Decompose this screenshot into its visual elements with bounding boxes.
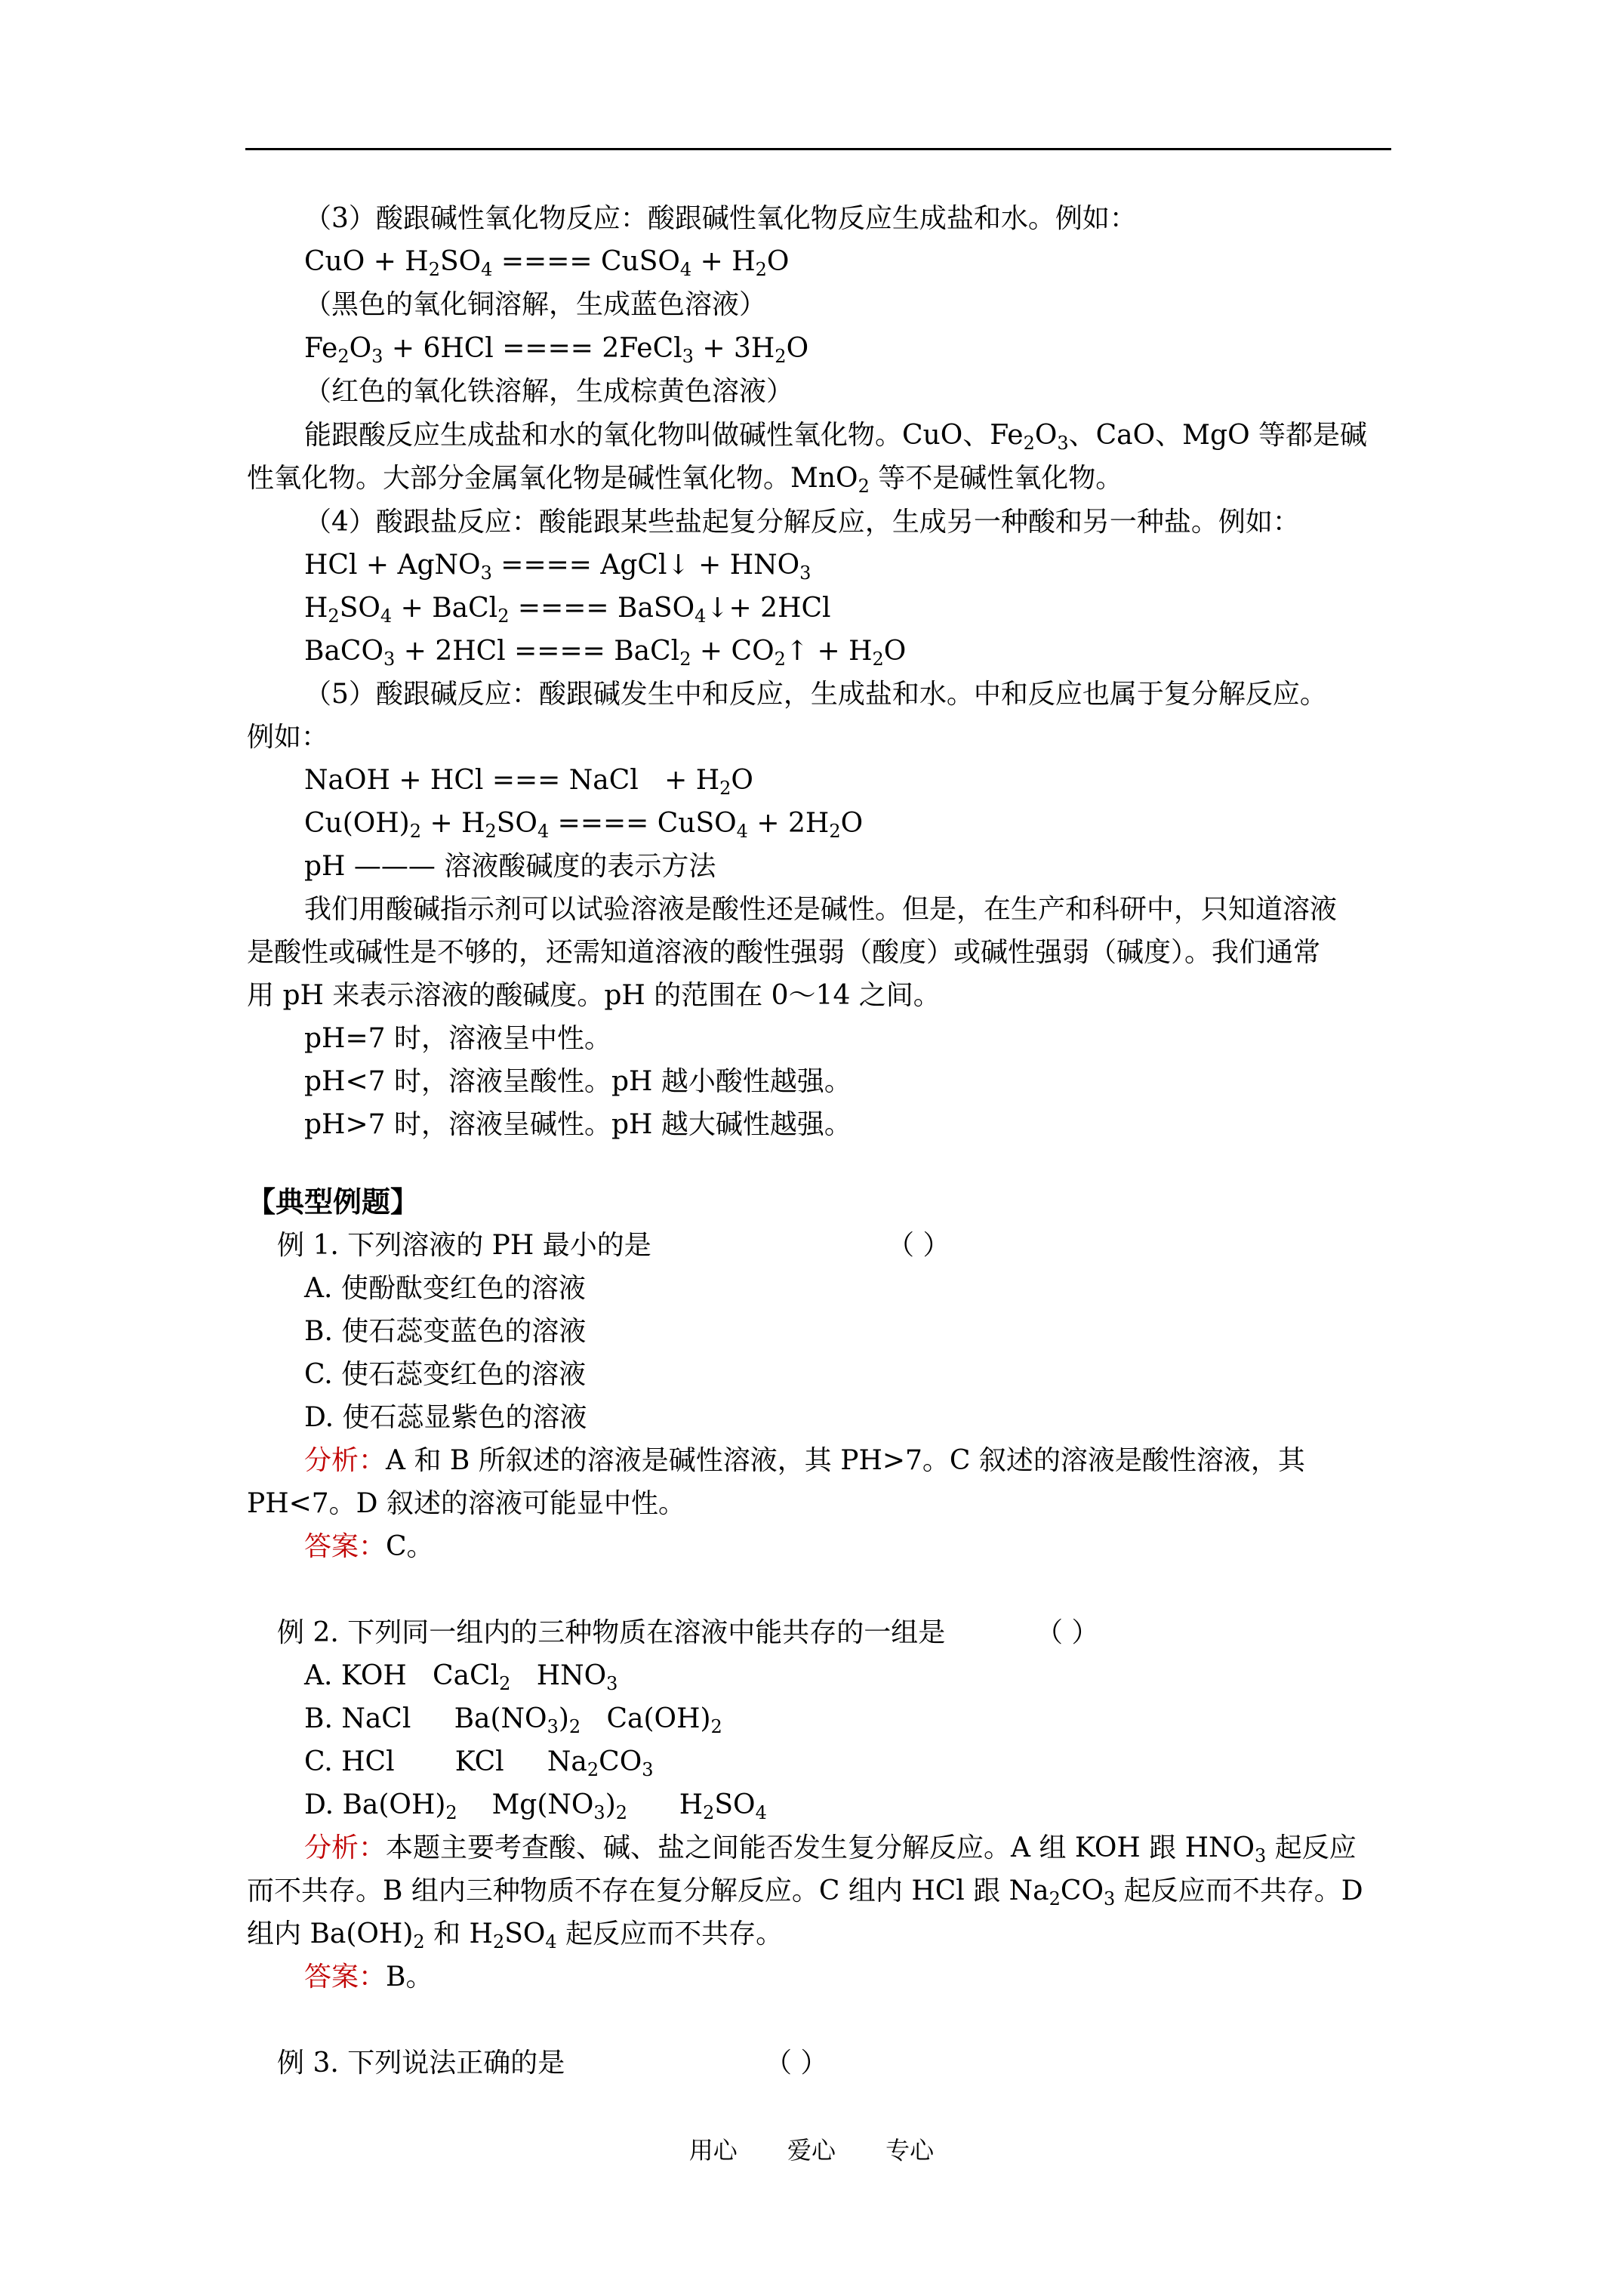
- ph-acidic: pH<7 时，溶液呈酸性。pH 越小酸性越强。: [304, 1066, 852, 1097]
- example2-analysis-line3: 组内 $Ba(OH)_2$ 和 $H_2SO_4$ 起反应而不共存。: [247, 1918, 784, 1952]
- equation-naoh: NaOH + HCl === NaCl + $H_2O$: [304, 765, 753, 799]
- equation-cuoh2: $Cu(OH)_2 + H_2SO_4$ ==== CuSO$_4$ + $2H_2O$: [304, 808, 864, 842]
- equation-cuo: CuO + $H_2SO_4$ ==== CuSO$_4$ + $H_2O$: [304, 246, 790, 280]
- example1-question: 例 1. 下列溶液的 PH 最小的是: [277, 1230, 651, 1261]
- answer-label: 答案：: [304, 1962, 387, 1992]
- example2-analysis-line1: 分析：本题主要考查酸、碱、盐之间能否发生复分解反应。A 组 KOH 跟 $HNO_3$ 起反应: [304, 1832, 1357, 1866]
- equation-agno3: HCl + AgNO$_3$ ==== AgCl↓ + $HNO_3$: [304, 550, 812, 584]
- footer-left: 用心: [688, 2136, 738, 2165]
- example1-analysis-line1: 分析：A 和 B 所叙述的溶液是碱性溶液，其 PH>7。C 叙述的溶液是酸性溶液，其: [304, 1445, 1305, 1476]
- equation-baco3: BaCO$_3$ + 2HCl ==== BaCl$_2$ + $CO_2↑ + H_2O$: [304, 636, 907, 670]
- analysis-label: 分析：: [304, 1832, 387, 1863]
- section-3-heading: （3）酸跟碱性氧化物反应：酸跟碱性氧化物反应生成盐和水。例如：: [304, 203, 1137, 234]
- ph-basic: pH>7 时，溶液呈碱性。pH 越大碱性越强。: [304, 1109, 852, 1140]
- equation-fe2o3-note: （红色的氧化铁溶解，生成棕黄色溶液）: [304, 376, 794, 407]
- example3-bracket: （ ）: [765, 2048, 828, 2079]
- equation-cuo-note: （黑色的氧化铜溶解，生成蓝色溶液）: [304, 289, 767, 320]
- basic-oxide-paragraph-line1: 能跟酸反应生成盐和水的氧化物叫做碱性氧化物。CuO、$Fe_2O_3$、CaO、MgO 等都是碱: [304, 420, 1368, 454]
- equation-fe2o3: $Fe_2O_3 + 6HCl$ ==== 2FeCl$_3$ + $3H_2O$: [304, 333, 809, 367]
- example1-analysis-line2: PH<7。D 叙述的溶液可能显中性。: [247, 1488, 685, 1519]
- example3-question: 例 3. 下列说法正确的是: [277, 2048, 565, 2079]
- ph-paragraph-line3: 用 pH 来表示溶液的酸碱度。pH 的范围在 0～14 之间。: [247, 980, 941, 1011]
- analysis-label: 分析：: [304, 1445, 387, 1476]
- example1-option-a: A. 使酚酞变红色的溶液: [304, 1273, 586, 1304]
- ph-paragraph-line1: 我们用酸碱指示剂可以试验溶液是酸性还是碱性。但是，在生产和科研中，只知道溶液: [304, 894, 1338, 925]
- ph-title: pH ——— 溶液酸碱度的表示方法: [304, 851, 716, 882]
- page-footer: [0, 2135, 1623, 2165]
- section-4-heading: （4）酸跟盐反应：酸能跟某些盐起复分解反应，生成另一种酸和另一种盐。例如：: [304, 507, 1300, 538]
- basic-oxide-paragraph-line2: 性氧化物。大部分金属氧化物是碱性氧化物。MnO$_2$ 等不是碱性氧化物。: [247, 463, 1123, 497]
- example1-option-c: C. 使石蕊变红色的溶液: [304, 1359, 587, 1390]
- example2-analysis-line2: 而不共存。B 组内三种物质不存在复分解反应。C 组内 HCl 跟 $Na_2CO_3$ 起反应而不共存。D: [247, 1875, 1363, 1909]
- footer-right: 专心: [885, 2136, 935, 2165]
- example1-option-d: D. 使石蕊显紫色的溶液: [304, 1402, 587, 1433]
- example2-option-c: C. HCl KCl $Na_2CO_3$: [304, 1746, 654, 1780]
- answer-label: 答案：: [304, 1531, 387, 1562]
- section-5-heading-cont: 例如：: [247, 722, 329, 753]
- footer-middle: 爱心: [787, 2136, 836, 2165]
- example1-bracket: （ ）: [887, 1230, 950, 1261]
- example2-question: 例 2. 下列同一组内的三种物质在溶液中能共存的一组是: [277, 1617, 946, 1648]
- example2-answer: 答案：B。: [304, 1962, 433, 1992]
- ph-paragraph-line2: 是酸性或碱性是不够的，还需知道溶液的酸性强弱（酸度）或碱性强弱（碱度）。我们通常: [247, 937, 1321, 968]
- example1-answer: 答案：C。: [304, 1531, 434, 1562]
- examples-heading: 【典型例题】: [247, 1185, 420, 1219]
- equation-bacl2: $H_2SO_4$ + BaCl$_2$ ==== BaSO$_4$↓+ 2HCl: [304, 593, 831, 627]
- section-5-heading: （5）酸跟碱反应：酸跟碱发生中和反应，生成盐和水。中和反应也属于复分解反应。: [304, 679, 1327, 710]
- example1-option-b: B. 使石蕊变蓝色的溶液: [304, 1316, 587, 1347]
- example2-bracket: （ ）: [1036, 1617, 1099, 1648]
- ph-neutral: pH=7 时，溶液呈中性。: [304, 1023, 611, 1054]
- example2-option-b: B. NaCl $Ba(NO_3)_2$ $Ca(OH)_2$: [304, 1703, 722, 1737]
- header-rule: [245, 148, 1391, 150]
- example2-option-d: D. $Ba(OH)_2$ $Mg(NO_3)_2$ $H_2SO_4$: [304, 1789, 767, 1823]
- example2-option-a: A. KOH CaCl$_2$ $HNO_3$: [304, 1660, 618, 1694]
